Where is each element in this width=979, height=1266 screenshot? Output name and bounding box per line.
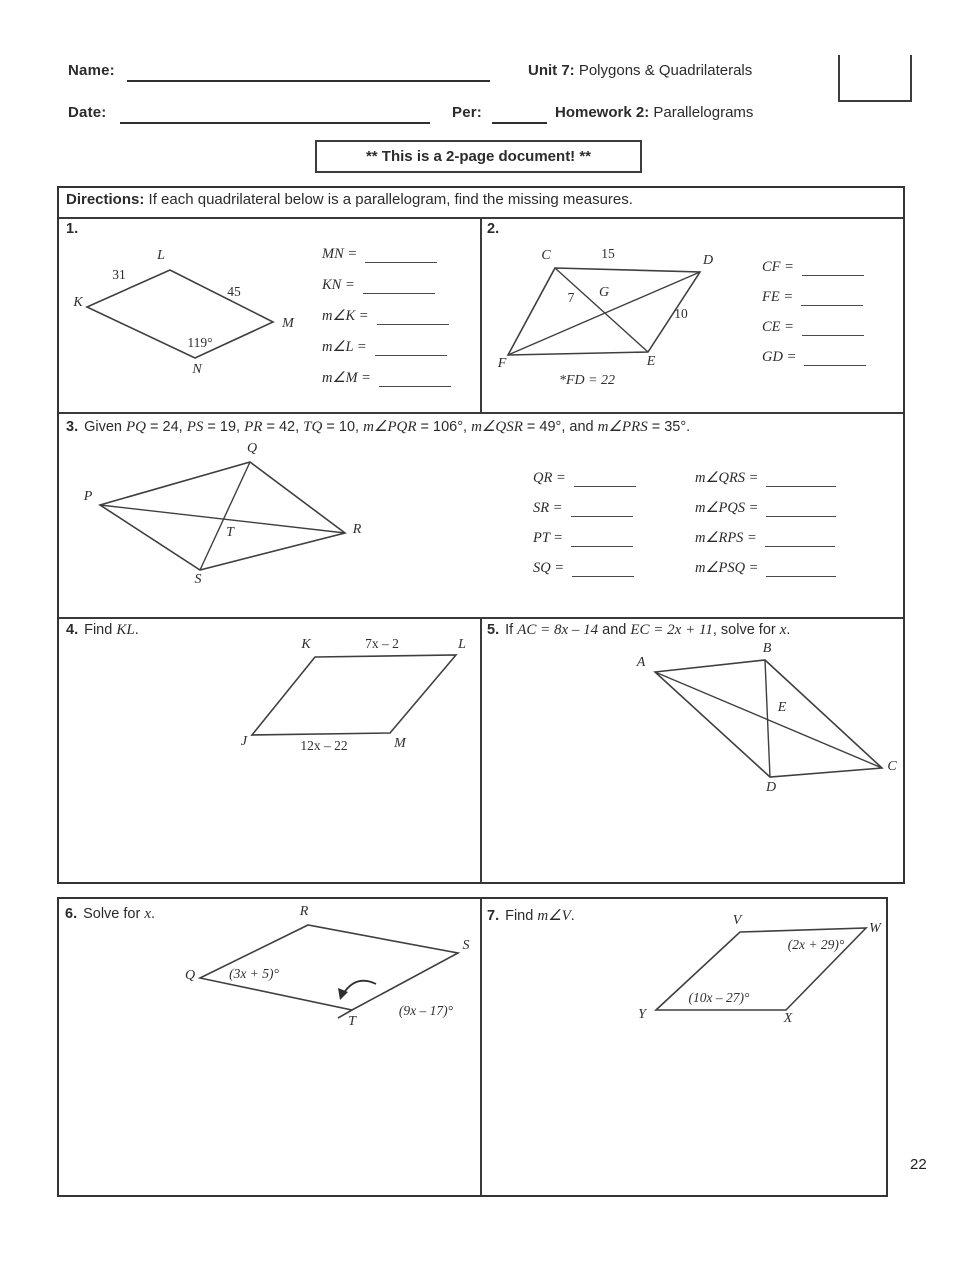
side-expression-kl: 7x – 2 <box>365 636 399 651</box>
vertex-label-v: V <box>732 913 742 928</box>
vertex-label-y: Y <box>638 1007 646 1022</box>
side-expression-jm: 12x – 22 <box>300 738 348 753</box>
parallelogram-jklm-figure <box>240 636 475 755</box>
answer-blank: m∠L = <box>322 339 447 356</box>
side-length-de: 10 <box>674 306 688 321</box>
figure-lines <box>615 645 910 795</box>
parallelogram-klmn-figure <box>75 240 315 385</box>
unit-title <box>528 62 752 79</box>
vertex-label-q: Q <box>184 968 196 983</box>
divider <box>480 617 482 884</box>
blank-line <box>574 473 636 487</box>
problem-7-header: 7. Find m∠V. <box>487 908 575 924</box>
answer-blank: SR = <box>533 500 633 517</box>
vertex-label-l: L <box>157 248 165 263</box>
answer-blank: SQ = <box>533 560 634 577</box>
blank-line <box>375 342 447 356</box>
answer-blank: GD = <box>762 349 866 366</box>
answer-blank: m∠M = <box>322 370 451 387</box>
vertex-label-w: W <box>869 921 881 936</box>
vertex-label-g: G <box>598 285 610 300</box>
blank-line <box>571 503 633 517</box>
answer-blank: KN = <box>322 277 435 294</box>
figure-note-fd: *FD = 22 <box>558 373 616 388</box>
answer-blank: m∠QRS = <box>695 470 836 487</box>
answer-blank: m∠RPS = <box>695 530 835 547</box>
problem-1-header <box>66 221 84 237</box>
unit-label: Unit 7: <box>528 62 575 79</box>
blank-line <box>765 533 835 547</box>
parallelogram-pqrs-figure <box>80 441 370 590</box>
vertex-label-d: D <box>765 780 777 795</box>
grade-box <box>838 55 912 102</box>
vertex-label-r: R <box>352 522 362 537</box>
directions-text: If each quadrilateral below is a parallelogram, find the missing measures. <box>144 191 633 208</box>
answer-blank: m∠PSQ = <box>695 560 836 577</box>
vertex-label-t: T <box>348 1014 356 1029</box>
vertex-label-j: J <box>240 734 248 749</box>
name-label: Name: <box>68 62 115 79</box>
vertex-label-c: C <box>887 759 897 774</box>
answer-blank: CE = <box>762 319 864 336</box>
problem-number: 2. <box>487 221 500 237</box>
vertex-label-p: P <box>83 489 93 504</box>
blank-line <box>363 280 435 294</box>
vertex-label-c: C <box>541 248 551 263</box>
vertex-label-k: K <box>301 637 311 652</box>
vertex-label-m: M <box>394 736 406 751</box>
divider <box>480 899 482 1195</box>
problem-number: 6. <box>65 906 78 922</box>
vertex-label-k: K <box>73 295 83 310</box>
problem-number: 7. <box>487 908 500 924</box>
angle-expression-t: (9x – 17)° <box>398 1003 454 1018</box>
vertex-label-a: A <box>636 655 646 670</box>
answer-blank: MN = <box>322 246 437 263</box>
parallelogram-vwxy-figure <box>615 915 905 1025</box>
vertex-label-n: N <box>192 362 202 377</box>
vertex-label-d: D <box>702 253 714 268</box>
vertex-label-q: Q <box>246 441 258 456</box>
page-number: 22 <box>910 1156 927 1173</box>
problem-5-header: 5. If AC = 8x – 14 and EC = 2x + 11, solve for x. <box>487 622 791 638</box>
vertex-label-r: R <box>299 904 309 919</box>
vertex-label-e: E <box>646 354 656 369</box>
angle-expression-q: (3x + 5)° <box>229 966 279 981</box>
vertex-label-f: F <box>497 356 507 371</box>
homework-label: Homework 2: <box>555 104 650 121</box>
problem-2-header <box>487 221 505 237</box>
angle-expression-w: (2x + 29)° <box>787 937 845 952</box>
blank-line <box>365 249 437 263</box>
vertex-label-b: B <box>762 641 772 656</box>
per-blank-line <box>492 122 547 124</box>
date-blank-line <box>120 122 430 124</box>
blank-line <box>801 292 863 306</box>
per-label: Per: <box>452 104 482 121</box>
directions-label: Directions: <box>66 191 145 208</box>
vertex-label-l: L <box>458 637 466 652</box>
problem-4-header: 4. Find KL. <box>66 622 139 638</box>
vertex-label-s: S <box>194 572 202 587</box>
directions <box>66 191 633 208</box>
vertex-label-s: S <box>462 938 470 953</box>
unit-text: Polygons & Quadrilaterals <box>574 62 753 79</box>
blank-line <box>377 311 449 325</box>
date-label: Date: <box>68 104 107 121</box>
answer-blank: m∠K = <box>322 308 449 325</box>
name-blank-line <box>127 80 490 82</box>
figure-lines <box>240 640 475 755</box>
vertex-label-x: X <box>783 1011 793 1026</box>
side-length-cd: 15 <box>601 246 615 261</box>
side-length-lm: 45 <box>227 284 241 299</box>
divider <box>59 412 903 414</box>
angle-expression-y: (10x – 27)° <box>688 990 750 1005</box>
parallelogram-qrst-figure <box>180 900 480 1030</box>
blank-line <box>571 533 633 547</box>
answer-blank: QR = <box>533 470 636 487</box>
answer-blank: CF = <box>762 259 864 276</box>
figure-lines <box>615 915 905 1025</box>
problem-number: 5. <box>487 622 500 638</box>
blank-line <box>766 503 836 517</box>
vertex-label-e: E <box>777 700 787 715</box>
figure-lines <box>80 445 370 590</box>
parallelogram-abcd-figure <box>615 641 910 795</box>
answer-blank: FE = <box>762 289 863 306</box>
problem-3-header: 3. Given PQ = 24, PS = 19, PR = 42, TQ = 10, m∠PQR = 106°, m∠QSR = 49°, and m∠PRS = 35°. <box>66 419 691 435</box>
parallelogram-cdef-figure <box>495 248 720 388</box>
blank-line <box>572 563 634 577</box>
blank-line <box>766 473 836 487</box>
answer-blank: PT = <box>533 530 633 547</box>
problem-number: 3. <box>66 419 79 435</box>
blank-line <box>804 352 866 366</box>
angle-measure-n: 119° <box>187 335 213 350</box>
blank-line <box>802 322 864 336</box>
blank-line <box>379 373 451 387</box>
blank-line <box>802 262 864 276</box>
vertex-label-m: M <box>282 316 294 331</box>
side-length-kl: 31 <box>112 267 126 282</box>
segment-length-cg: 7 <box>567 290 575 305</box>
problem-number: 4. <box>66 622 79 638</box>
answer-blank: m∠PQS = <box>695 500 836 517</box>
two-page-banner: ** This is a 2-page document! ** <box>315 140 642 173</box>
divider <box>480 217 482 412</box>
problem-number: 1. <box>66 221 79 237</box>
homework-title <box>555 104 753 121</box>
homework-text: Parallelograms <box>649 104 754 121</box>
problem-6-header: 6. Solve for x. <box>65 906 156 922</box>
vertex-label-t: T <box>226 525 234 540</box>
blank-line <box>766 563 836 577</box>
